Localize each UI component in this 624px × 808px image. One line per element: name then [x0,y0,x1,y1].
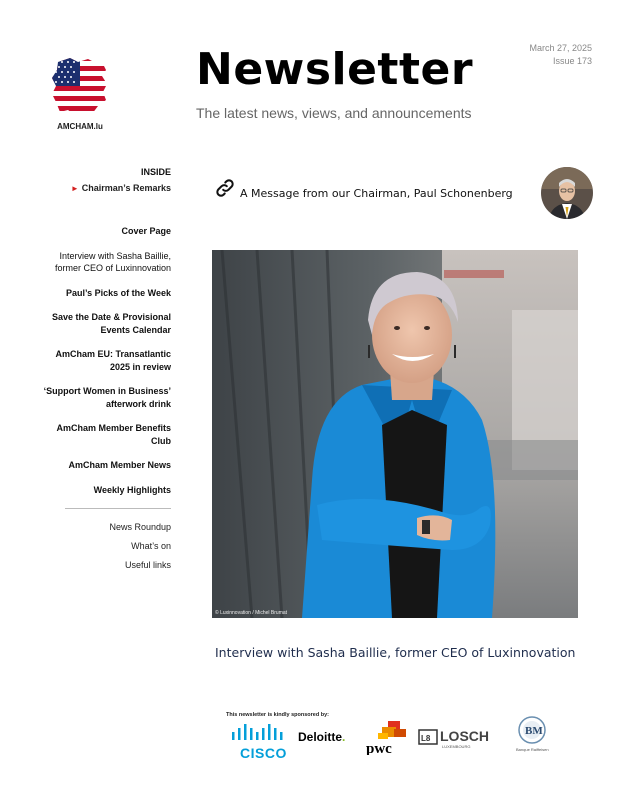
toc-item[interactable]: ‘Support Women in Business’ afterwork drink [43,386,171,409]
sponsor-deloitte[interactable]: Deloitte. [298,730,346,744]
cisco-bars-icon [230,722,286,744]
sponsor-bm: BM [525,725,543,737]
minor-link[interactable]: Useful links [124,560,171,570]
cisco-logo[interactable] [230,722,287,761]
losch-logo[interactable] [418,727,502,756]
minor-link[interactable]: News Roundup [109,522,171,532]
pwc-blocks-icon [366,719,410,755]
photo-credit: © Luxinnovation / Michel Brumat [215,610,288,616]
toc-item[interactable]: AmCham EU: Transatlantic 2025 in review [55,349,171,372]
deloitte-dot: . [342,730,346,744]
sidebar-nav [40,167,171,579]
sidebar-item-chairmans-remarks[interactable] [40,183,171,193]
toc-item[interactable]: Cover Page [121,226,171,236]
page-title: Newsletter [196,44,474,95]
pwc-logo[interactable] [366,719,410,760]
sponsor-bm-sub: Banque Raiffeisen [516,747,549,752]
sponsor-logos [224,716,564,761]
sponsor-label: This newsletter is kindly sponsored by: [226,712,329,718]
svg-text:L8: L8 [421,734,431,743]
sidebar-divider [65,508,171,509]
chairman-message-text: A Message from our Chairman, Paul Schonenberg [240,187,513,200]
toc-item[interactable]: Paul’s Picks of the Week [65,287,171,298]
link-icon [214,177,236,199]
issue-date: March 27, 2025 [529,43,592,53]
amcham-logo[interactable] [50,56,110,131]
toc-item[interactable]: Interview with Sasha Baillie, former CEO of Luxinnovation [54,250,171,273]
chairman-avatar [541,167,593,219]
chairman-message-link[interactable] [214,175,513,200]
losch-emblem-icon [418,727,502,751]
issue-number: Issue 173 [552,56,592,66]
chairman-portrait-icon [541,167,593,219]
toc-item[interactable]: AmCham Member News [68,460,171,470]
sponsor-losch-sub: LUXEMBOURG [442,744,471,749]
bm-emblem-icon [512,715,552,755]
feature-caption[interactable]: Interview with Sasha Baillie, former CEO of Luxinnovation [215,645,576,660]
sponsor-losch: LOSCH [440,728,489,744]
minor-links [40,522,171,570]
sidebar-item-label: Chairman’s Remarks [81,183,171,193]
inside-label: INSIDE [140,167,171,177]
bm-logo[interactable] [512,715,552,760]
sponsor-pwc: pwc [366,741,392,755]
toc-item[interactable]: Save the Date & Provisional Events Calendar [51,312,171,335]
sponsor-cisco: CISCO [240,745,287,761]
triangle-right-icon: ► [70,184,79,193]
logo-text: AMCHAM.lu [57,122,103,131]
us-flag-map-icon [50,56,110,118]
toc-list [40,225,171,496]
issue-meta [529,42,592,68]
toc-item[interactable]: Weekly Highlights [93,484,171,495]
page-subtitle: The latest news, views, and announcements [196,105,472,121]
feature-photo[interactable] [212,250,578,618]
toc-item[interactable]: AmCham Member Benefits Club [56,423,171,446]
minor-link[interactable]: What’s on [131,541,171,551]
sasha-baillie-photo [212,250,578,618]
